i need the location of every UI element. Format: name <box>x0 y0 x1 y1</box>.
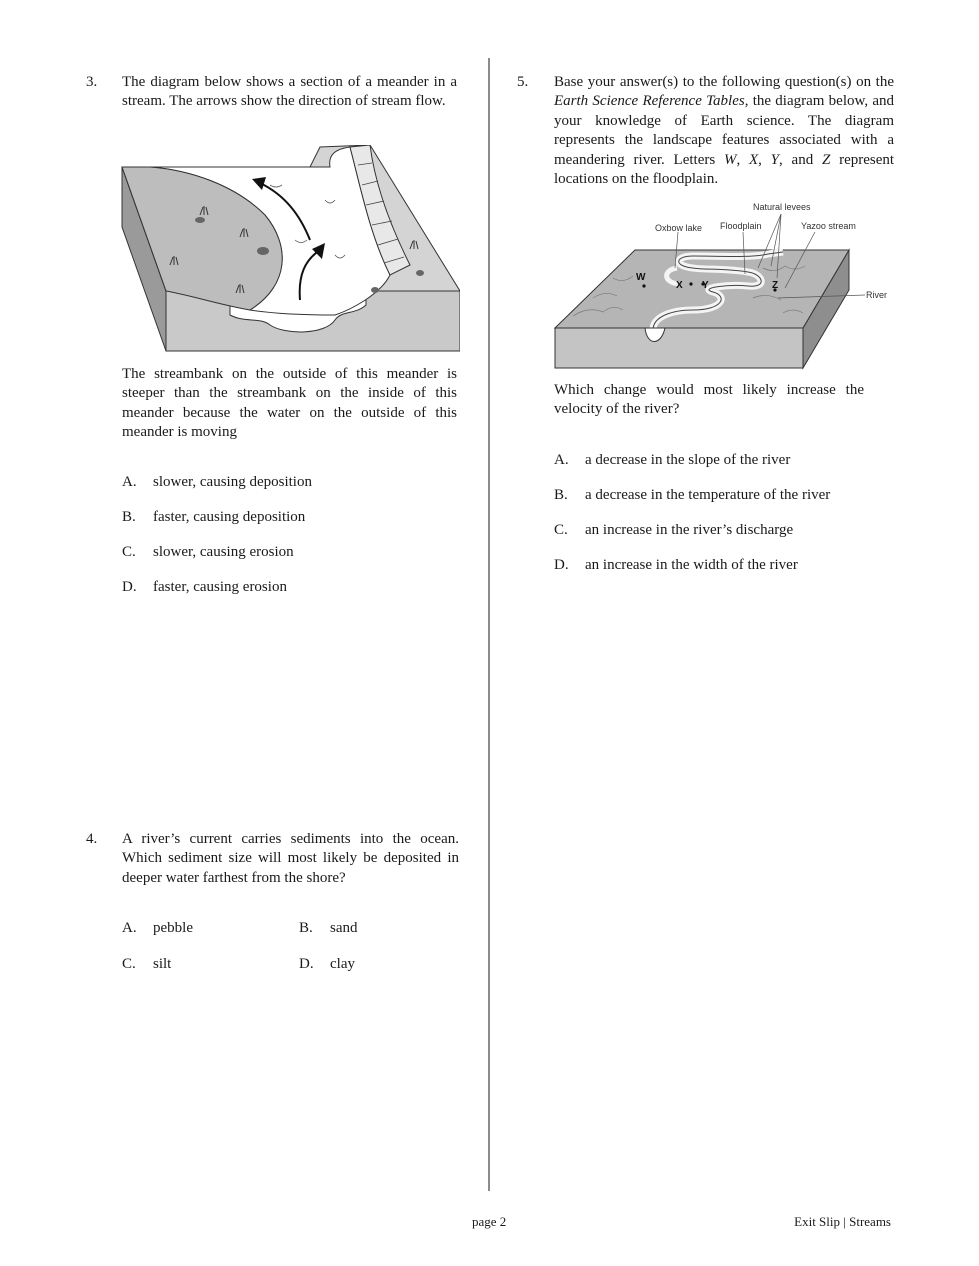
question-4-number: 4. <box>86 831 98 847</box>
option-text: sand <box>330 920 358 936</box>
question-3-option-c[interactable] <box>122 543 294 562</box>
option-letter: A. <box>122 474 137 490</box>
question-5-stem: Base your answer(s) to the following question(s) on the Earth Science Reference Tables, the diagram below, and your knowledge of Earth science. The diagram represents the landscape features associated with a meandering river. Letters W, X, Y, and Z represent locations on the floodplain. <box>554 74 895 188</box>
question-4-option-d[interactable] <box>299 955 355 974</box>
question-4-option-b[interactable] <box>299 919 358 938</box>
question-5-text: Which change would most likely increase the velocity of the river? <box>554 382 864 418</box>
option-letter: C. <box>122 544 136 560</box>
question-3-option-a[interactable] <box>122 473 312 492</box>
label-z: Z <box>772 280 779 291</box>
question-3-option-b[interactable] <box>122 508 305 527</box>
option-letter: D. <box>554 557 569 573</box>
column-divider <box>488 58 490 1191</box>
option-letter: C. <box>122 956 136 972</box>
option-letter: B. <box>299 920 313 936</box>
question-3-option-d[interactable] <box>122 578 287 597</box>
question-3-number: 3. <box>86 74 98 90</box>
floodplain-diagram <box>553 198 893 370</box>
option-text: slower, causing erosion <box>153 544 294 560</box>
label-w: W <box>636 272 646 283</box>
letter-y: Y <box>770 151 780 168</box>
option-text: clay <box>330 956 355 972</box>
option-text: slower, causing deposition <box>153 474 312 490</box>
stem-text: , the diagram below, and your knowledge of Earth science. The diagram represents the landscape features associated with a meandering river. Letters <box>554 93 894 168</box>
label-oxbow-lake: Oxbow lake <box>655 223 703 233</box>
document-title: Exit Slip | Streams <box>794 1214 891 1229</box>
option-letter: B. <box>554 487 568 503</box>
letter-z: Z <box>821 151 831 168</box>
option-text: faster, causing deposition <box>153 509 306 525</box>
label-river: River <box>866 290 888 300</box>
option-text: silt <box>153 956 172 972</box>
question-4-option-c[interactable] <box>122 955 171 974</box>
question-5-number: 5. <box>517 74 529 90</box>
letter-w: W <box>723 151 737 168</box>
question-3-stem: The diagram below shows a section of a meander in a stream. The arrows show the direction of stream flow. <box>122 74 457 110</box>
stem-text: the <box>875 74 894 90</box>
option-text: an increase in the width of the river <box>585 557 798 573</box>
label-floodplain: Floodplain <box>720 221 762 231</box>
option-letter: A. <box>122 920 137 936</box>
stem-text: and <box>791 151 814 168</box>
stem-text: Base your answer(s) to the following question(s) on <box>554 74 872 90</box>
label-x: X <box>676 280 683 291</box>
meander-diagram <box>120 145 460 355</box>
question-5-option-b[interactable] <box>554 486 830 505</box>
option-text: pebble <box>153 920 193 936</box>
option-letter: B. <box>122 509 136 525</box>
label-yazoo-stream: Yazoo stream <box>801 221 856 231</box>
option-text: a decrease in the slope of the river <box>585 452 791 468</box>
question-5-option-d[interactable] <box>554 556 798 575</box>
option-letter: C. <box>554 522 568 538</box>
option-letter: D. <box>299 956 314 972</box>
question-5-option-c[interactable] <box>554 521 793 540</box>
option-letter: D. <box>122 579 137 595</box>
question-4-stem: A river’s current carries sediments into the ocean. Which sediment size will most likely be deposited in deeper water farthest from the shore? <box>122 831 459 886</box>
option-letter: A. <box>554 452 569 468</box>
question-3-text: The streambank on the outside of this meander is steeper than the streambank on the inside of this meander because the water on the outside of this meander is moving <box>122 366 457 441</box>
option-text: faster, causing erosion <box>153 579 287 595</box>
label-y: Y <box>702 280 709 291</box>
page-number: page 2 <box>472 1214 507 1229</box>
question-5-option-a[interactable] <box>554 451 790 470</box>
letter-x: X <box>748 151 759 168</box>
label-natural-levees: Natural levees <box>753 202 811 212</box>
question-4-option-a[interactable] <box>122 919 193 938</box>
reference-tables-title: Earth Science Reference Tables <box>554 93 745 110</box>
option-text: a decrease in the temperature of the river <box>585 487 831 503</box>
stem-text: represent locations on the floodplain. <box>554 151 895 188</box>
option-text: an increase in the river’s discharge <box>585 522 794 538</box>
